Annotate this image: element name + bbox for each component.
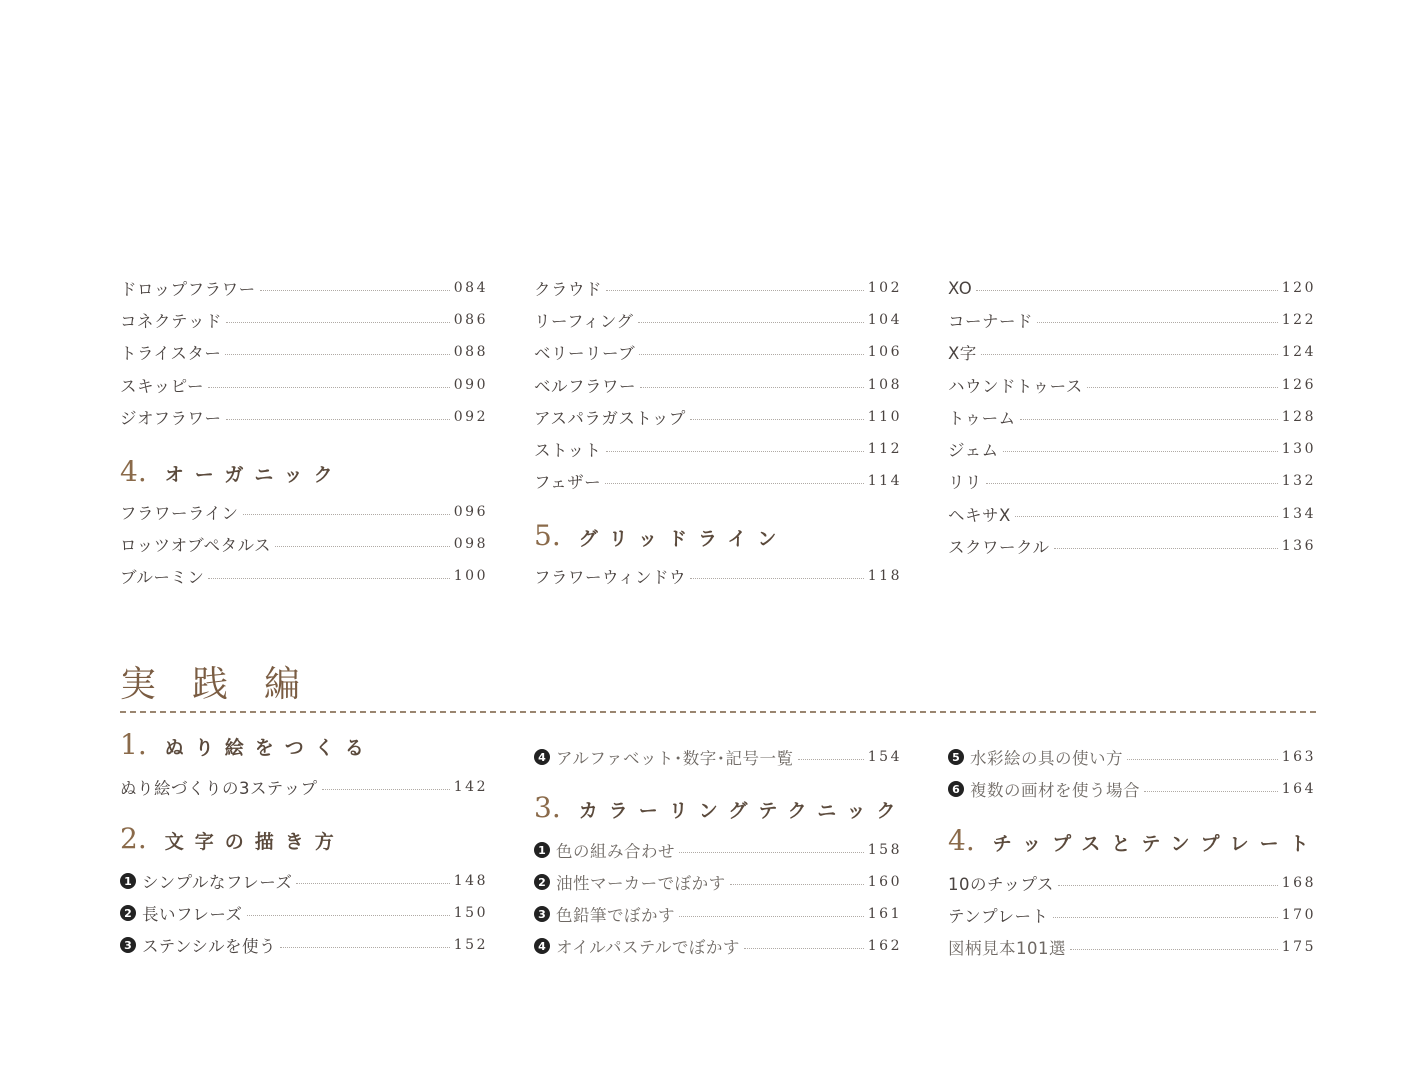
toc-entry[interactable] <box>948 869 1316 897</box>
number-badge: 3 <box>120 937 136 953</box>
dot-leader <box>1053 917 1278 918</box>
page-number: 106 <box>867 344 902 360</box>
entry-label: フラワーライン <box>120 504 239 523</box>
toc-entry[interactable] <box>948 532 1316 560</box>
dot-leader <box>679 852 864 853</box>
dot-leader <box>1020 419 1278 420</box>
page-number: 148 <box>453 873 488 889</box>
dot-leader <box>322 789 450 790</box>
chapter-title: ぬり絵をつくる <box>164 737 375 759</box>
chapter-number: 1. <box>120 728 147 761</box>
toc-entry[interactable] <box>120 306 488 334</box>
entry-label: 複数の画材を使う場合 <box>970 781 1140 800</box>
chapter-heading <box>120 455 344 488</box>
chapter-title: カラーリングテクニック <box>578 800 907 822</box>
dot-leader <box>1070 949 1278 950</box>
entry-label: 長いフレーズ <box>142 905 243 924</box>
page-number: 161 <box>867 906 902 922</box>
dot-leader <box>606 290 864 291</box>
page-number: 130 <box>1281 441 1316 457</box>
entry-label: 水彩絵の具の使い方 <box>970 749 1123 768</box>
dot-leader <box>730 884 864 885</box>
entry-label: ステンシルを使う <box>142 937 277 956</box>
entry-label: ハウンドトゥース <box>948 377 1083 396</box>
entry-label: トライスター <box>120 344 222 363</box>
entry-label: シンプルなフレーズ <box>142 873 293 892</box>
entry-label: 図柄見本101選 <box>948 939 1066 958</box>
chapter-heading <box>120 728 375 761</box>
page-number: 098 <box>453 536 488 552</box>
entry-label: ドロップフラワー <box>120 280 256 299</box>
toc-entry[interactable] <box>534 743 902 771</box>
entry-label: ジオフラワー <box>120 409 222 428</box>
toc-entry[interactable] <box>948 403 1316 431</box>
page-number: 118 <box>867 568 902 584</box>
toc-entry[interactable] <box>948 901 1316 929</box>
toc-entry[interactable] <box>534 435 902 463</box>
dot-leader <box>986 483 1278 484</box>
entry-label: コーナード <box>948 312 1033 331</box>
chapter-title: チップスとテンプレート <box>992 833 1320 855</box>
entry-label: アルファベット･数字･記号一覧 <box>556 749 794 768</box>
toc-entry[interactable] <box>948 371 1316 399</box>
dot-leader <box>1015 516 1278 517</box>
page-number: 170 <box>1281 907 1316 923</box>
page-number: 158 <box>867 842 902 858</box>
entry-label: コネクテッド <box>120 312 222 331</box>
dot-leader <box>1087 387 1278 388</box>
entry-label: 10のチップス <box>948 875 1054 894</box>
page-number: 086 <box>453 312 488 328</box>
page-number: 088 <box>453 344 488 360</box>
number-badge: 2 <box>534 874 550 890</box>
dot-leader <box>744 948 864 949</box>
dot-leader <box>247 915 450 916</box>
toc-entry[interactable] <box>120 931 488 959</box>
number-badge: 4 <box>534 749 550 765</box>
entry-label: ブルーミン <box>120 568 205 587</box>
page-number: 150 <box>453 905 488 921</box>
toc-entry[interactable] <box>948 274 1316 302</box>
chapter-title: グリッドライン <box>578 528 788 550</box>
chapter-heading <box>534 791 906 824</box>
toc-entry[interactable] <box>534 836 902 864</box>
page-number: 084 <box>453 280 488 296</box>
dot-leader <box>275 546 450 547</box>
dot-leader <box>226 322 450 323</box>
chapter-heading <box>120 822 345 855</box>
page-number: 102 <box>867 280 902 296</box>
toc-entry[interactable] <box>534 900 902 928</box>
entry-label: フラワーウィンドウ <box>534 568 687 587</box>
page-number: 120 <box>1281 280 1316 296</box>
toc-entry[interactable] <box>948 435 1316 463</box>
entry-label: スクワークル <box>948 538 1050 557</box>
chapter-heading <box>948 824 1320 857</box>
entry-label: ストット <box>534 441 602 460</box>
dot-leader <box>639 354 864 355</box>
page-number: 162 <box>867 938 902 954</box>
toc-entry[interactable] <box>948 500 1316 528</box>
dot-leader <box>606 451 864 452</box>
entry-label: ヘキサX <box>948 506 1011 525</box>
dot-leader <box>976 290 1278 291</box>
page-number: 090 <box>453 377 488 393</box>
number-badge: 3 <box>534 906 550 922</box>
dot-leader <box>981 354 1278 355</box>
toc-entry[interactable] <box>120 403 488 431</box>
entry-label: 油性マーカーでぼかす <box>556 874 726 893</box>
entry-label: オイルパステルでぼかす <box>556 938 740 957</box>
dot-leader <box>280 947 450 948</box>
entry-label: テンプレート <box>948 907 1049 926</box>
page-number: 164 <box>1281 781 1316 797</box>
entry-label: ぬり絵づくりの3ステップ <box>120 779 318 798</box>
entry-label: リリ <box>948 473 982 492</box>
toc-entry[interactable] <box>120 867 488 895</box>
page-number: 104 <box>867 312 902 328</box>
page-number: 142 <box>453 779 488 795</box>
dot-leader <box>1037 322 1278 323</box>
entry-label: XO <box>948 278 973 298</box>
dot-leader <box>690 578 864 579</box>
chapter-number: 4. <box>948 824 975 857</box>
page-number: 112 <box>867 441 902 457</box>
page-number: 136 <box>1281 538 1316 554</box>
entry-label: クラウド <box>534 280 602 299</box>
entry-label: X字 <box>948 344 977 363</box>
toc-entry[interactable] <box>948 775 1316 803</box>
toc-entry[interactable] <box>120 371 488 399</box>
chapter-heading <box>534 519 787 552</box>
dot-leader <box>679 916 864 917</box>
toc-entry[interactable] <box>534 274 902 302</box>
entry-label: 色鉛筆でぼかす <box>556 906 675 925</box>
page-number: 132 <box>1281 473 1316 489</box>
page-number: 152 <box>453 937 488 953</box>
dot-leader <box>243 514 450 515</box>
toc-entry[interactable] <box>534 338 902 366</box>
entry-label: フェザー <box>534 473 602 492</box>
chapter-title: オーガニック <box>164 464 344 486</box>
dot-leader <box>208 578 449 579</box>
dot-leader <box>1144 791 1278 792</box>
page-number: 126 <box>1281 377 1316 393</box>
dot-leader <box>1127 759 1278 760</box>
dot-leader <box>1058 885 1278 886</box>
toc-entry[interactable] <box>534 868 902 896</box>
dot-leader <box>640 387 864 388</box>
chapter-number: 3. <box>534 791 561 824</box>
page-number: 160 <box>867 874 902 890</box>
dot-leader <box>1003 451 1278 452</box>
chapter-number: 4. <box>120 455 147 488</box>
toc-entry[interactable] <box>948 743 1316 771</box>
page-number: 100 <box>453 568 488 584</box>
number-badge: 1 <box>120 873 136 889</box>
entry-label: 色の組み合わせ <box>556 842 675 861</box>
page-number: 096 <box>453 504 488 520</box>
page-number: 175 <box>1281 939 1316 955</box>
toc-entry[interactable] <box>534 562 902 590</box>
dot-leader <box>208 387 450 388</box>
entry-label: ベルフラワー <box>534 377 636 396</box>
page-number: 134 <box>1281 506 1316 522</box>
dot-leader <box>296 883 449 884</box>
entry-label: トゥーム <box>948 409 1016 428</box>
page-number: 114 <box>867 473 902 489</box>
page-number: 124 <box>1281 344 1316 360</box>
toc-entry[interactable] <box>120 530 488 558</box>
toc-entry[interactable] <box>948 467 1316 495</box>
toc-entry[interactable] <box>534 371 902 399</box>
page-number: 168 <box>1281 875 1316 891</box>
chapter-number: 5. <box>534 519 561 552</box>
entry-label: スキッピー <box>120 377 205 396</box>
dot-leader <box>798 759 864 760</box>
toc-entry[interactable] <box>948 933 1316 961</box>
entry-label: アスパラガストップ <box>534 409 686 428</box>
page-number: 110 <box>867 409 902 425</box>
entry-label: ジェム <box>948 441 999 460</box>
chapter-number: 2. <box>120 822 147 855</box>
toc-entry[interactable] <box>120 773 488 801</box>
toc-entry[interactable] <box>534 403 902 431</box>
dashed-divider <box>120 711 1316 713</box>
dot-leader <box>1054 548 1278 549</box>
page-number: 122 <box>1281 312 1316 328</box>
dot-leader <box>605 483 864 484</box>
toc-entry[interactable] <box>120 274 488 302</box>
chapter-title: 文字の描き方 <box>164 831 345 853</box>
section-title: 実践編 <box>120 664 337 705</box>
number-badge: 1 <box>534 842 550 858</box>
toc-entry[interactable] <box>948 338 1316 366</box>
toc-entry[interactable] <box>120 338 488 366</box>
page-number: 163 <box>1281 749 1316 765</box>
page-number: 154 <box>867 749 902 765</box>
toc-entry[interactable] <box>948 306 1316 334</box>
entry-label: リーフィング <box>534 312 634 331</box>
toc-entry[interactable] <box>120 562 488 590</box>
entry-label: ロッツオブペタルス <box>120 536 272 555</box>
page-number: 092 <box>453 409 488 425</box>
dot-leader <box>225 354 449 355</box>
entry-label: ベリーリーブ <box>534 344 636 363</box>
number-badge: 4 <box>534 938 550 954</box>
number-badge: 5 <box>948 749 964 765</box>
dot-leader <box>638 322 864 323</box>
dot-leader <box>690 419 864 420</box>
dot-leader <box>226 419 450 420</box>
toc-entry[interactable] <box>120 899 488 927</box>
page-number: 128 <box>1281 409 1316 425</box>
number-badge: 6 <box>948 781 964 797</box>
number-badge: 2 <box>120 905 136 921</box>
toc-entry[interactable] <box>534 467 902 495</box>
toc-entry[interactable] <box>534 306 902 334</box>
toc-entry[interactable] <box>120 498 488 526</box>
page-number: 108 <box>867 377 902 393</box>
toc-entry[interactable] <box>534 932 902 960</box>
dot-leader <box>260 290 450 291</box>
